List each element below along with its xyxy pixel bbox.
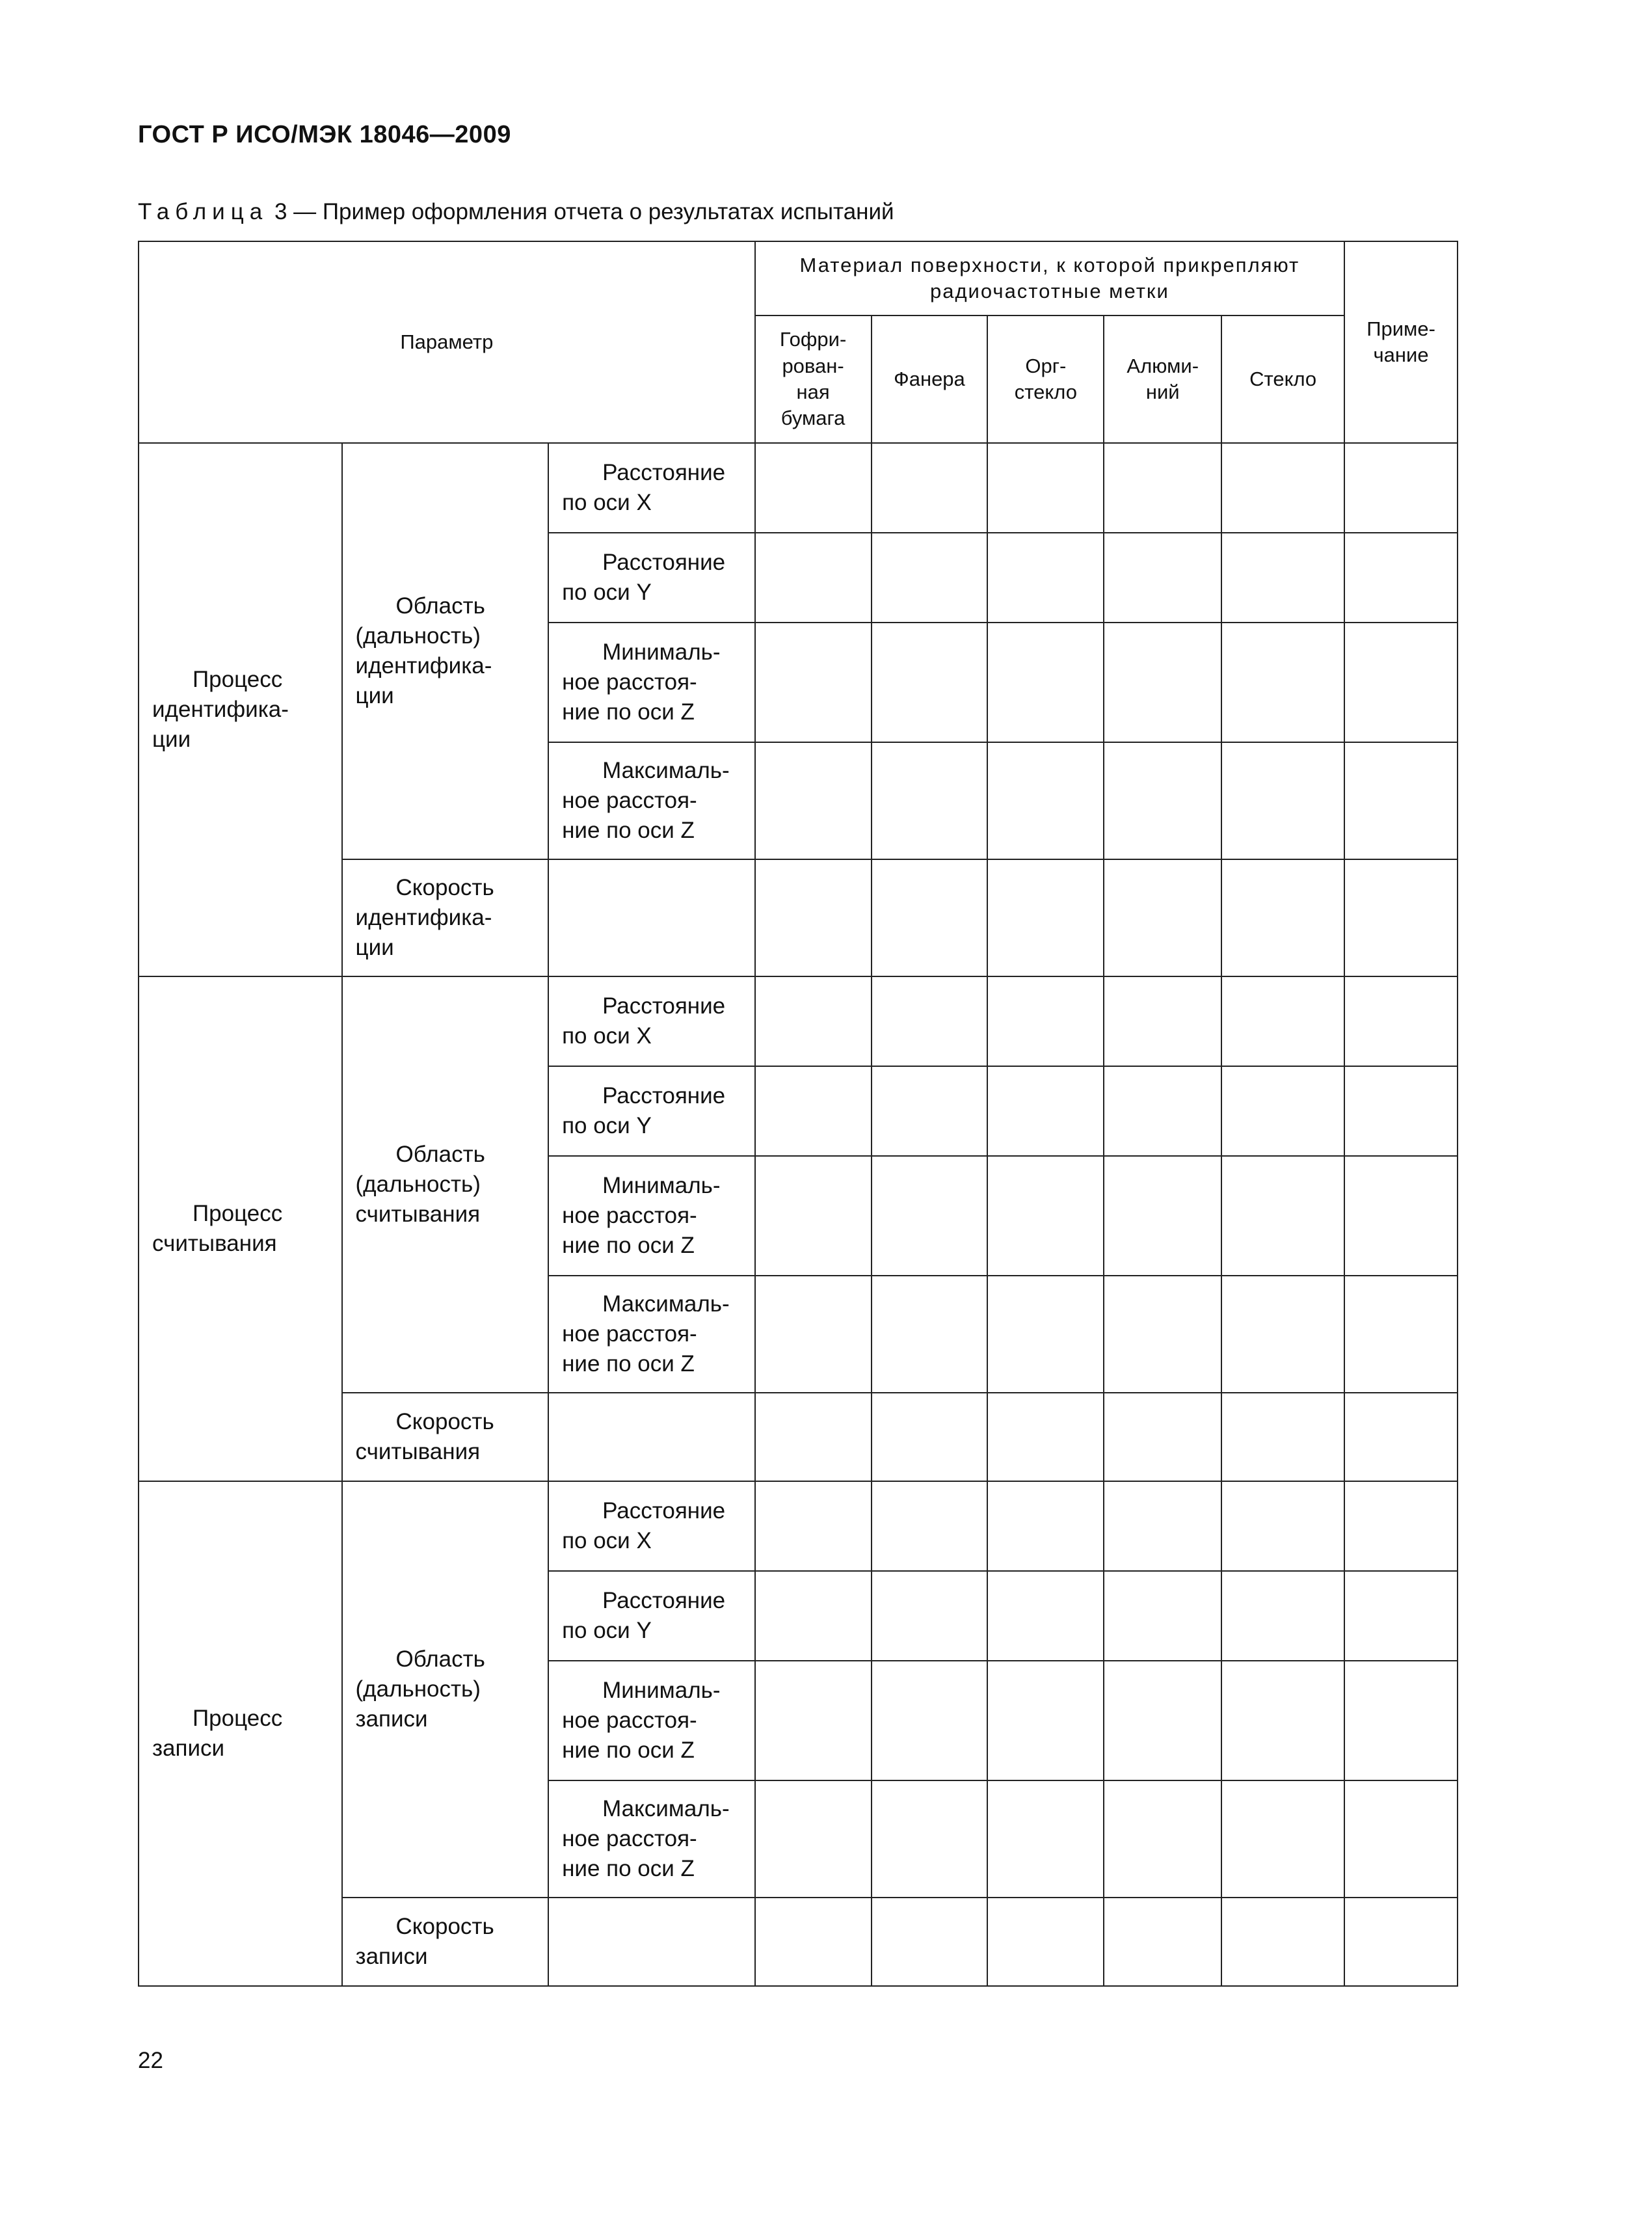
value-cell[interactable] [1104,1481,1221,1571]
value-cell[interactable] [1221,443,1344,533]
value-cell[interactable] [1344,1481,1458,1571]
value-cell[interactable] [1221,1661,1344,1780]
value-cell[interactable] [1221,1276,1344,1393]
speed-cell: Скорость записи [342,1898,549,1986]
value-cell[interactable] [1221,533,1344,623]
value-cell[interactable] [872,1393,988,1481]
value-cell[interactable] [548,1898,755,1986]
value-cell[interactable] [987,1393,1104,1481]
value-cell[interactable] [872,1276,988,1393]
value-cell[interactable] [872,443,988,533]
table-row [139,443,1458,533]
speed-cell: Скорость считывания [342,1393,549,1481]
value-cell[interactable] [755,1571,872,1661]
value-cell[interactable] [987,976,1104,1066]
distance-cell: Расстояние по оси Y [548,1571,755,1661]
area-cell: Область (дальность) считывания [342,976,549,1393]
value-cell[interactable] [987,1780,1104,1898]
value-cell[interactable] [1104,976,1221,1066]
value-cell[interactable] [987,1276,1104,1393]
value-cell[interactable] [987,1156,1104,1276]
value-cell[interactable] [1344,1066,1458,1156]
value-cell[interactable] [755,1481,872,1571]
area-cell: Область (дальность) записи [342,1481,549,1898]
value-cell[interactable] [1104,1780,1221,1898]
distance-cell: Расстояние по оси X [548,976,755,1066]
process-cell: Процесс идентифика- ции [139,443,342,976]
table-caption [138,199,894,225]
value-cell[interactable] [872,1481,988,1571]
value-cell[interactable] [987,859,1104,976]
area-cell: Область (дальность) идентифика- ции [342,443,549,859]
value-cell[interactable] [755,1898,872,1986]
distance-cell: Расстояние по оси Y [548,1066,755,1156]
value-cell[interactable] [1221,1156,1344,1276]
value-cell[interactable] [755,1276,872,1393]
value-cell[interactable] [987,742,1104,859]
value-cell[interactable] [987,533,1104,623]
value-cell[interactable] [1104,859,1221,976]
value-cell[interactable] [872,859,988,976]
distance-cell: Минималь- ное расстоя- ние по оси Z [548,1156,755,1276]
material-header-4: Стекло [1221,315,1344,443]
value-cell[interactable] [755,1780,872,1898]
value-cell[interactable] [1104,1661,1221,1780]
distance-cell: Расстояние по оси X [548,443,755,533]
material-header-2: Орг- стекло [987,315,1104,443]
value-cell[interactable] [755,859,872,976]
material-header-1: Фанера [872,315,988,443]
value-cell[interactable] [1104,742,1221,859]
material-header-3: Алюми- ний [1104,315,1221,443]
value-cell[interactable] [1221,1066,1344,1156]
value-cell[interactable] [987,1661,1104,1780]
value-cell[interactable] [987,1571,1104,1661]
value-cell[interactable] [872,742,988,859]
value-cell[interactable] [548,1393,755,1481]
value-cell[interactable] [1221,623,1344,742]
value-cell[interactable] [872,1066,988,1156]
distance-cell: Расстояние по оси Y [548,533,755,623]
value-cell[interactable] [872,1780,988,1898]
value-cell[interactable] [1221,1481,1344,1571]
distance-cell: Расстояние по оси X [548,1481,755,1571]
speed-cell: Скорость идентифика- ции [342,859,549,976]
table-row [139,1481,1458,1571]
value-cell[interactable] [755,1066,872,1156]
value-cell[interactable] [1344,859,1458,976]
value-cell[interactable] [987,443,1104,533]
material-header: Материал поверхности, к которой прикрепляют радиочастотные метки [755,241,1344,315]
value-cell[interactable] [1104,1898,1221,1986]
header-row-top [139,241,1458,315]
value-cell[interactable] [548,859,755,976]
value-cell[interactable] [987,623,1104,742]
value-cell[interactable] [1344,1661,1458,1780]
value-cell[interactable] [1344,533,1458,623]
value-cell[interactable] [1221,1393,1344,1481]
table-row [139,976,1458,1066]
value-cell[interactable] [1221,859,1344,976]
distance-cell: Максималь- ное расстоя- ние по оси Z [548,742,755,859]
note-header: Приме- чание [1344,241,1458,443]
value-cell[interactable] [872,1661,988,1780]
value-cell[interactable] [755,533,872,623]
table-caption-label: Таблица [138,199,269,224]
value-cell[interactable] [755,1393,872,1481]
value-cell[interactable] [987,1898,1104,1986]
value-cell[interactable] [755,1661,872,1780]
value-cell[interactable] [1344,443,1458,533]
value-cell[interactable] [872,533,988,623]
value-cell[interactable] [1221,742,1344,859]
value-cell[interactable] [1344,976,1458,1066]
material-header-0: Гофри- рован- ная бумага [755,315,872,443]
value-cell[interactable] [1104,1066,1221,1156]
process-cell: Процесс считывания [139,976,342,1481]
param-header: Параметр [139,241,755,443]
value-cell[interactable] [1104,443,1221,533]
value-cell[interactable] [872,1571,988,1661]
value-cell[interactable] [1344,1898,1458,1986]
value-cell[interactable] [1344,742,1458,859]
value-cell[interactable] [755,742,872,859]
value-cell[interactable] [1104,1156,1221,1276]
value-cell[interactable] [1344,1156,1458,1276]
value-cell[interactable] [987,1481,1104,1571]
value-cell[interactable] [1344,623,1458,742]
value-cell[interactable] [755,976,872,1066]
value-cell[interactable] [1104,623,1221,742]
table-caption-text: — Пример оформления отчета о результатах испытаний [293,199,894,224]
value-cell[interactable] [872,976,988,1066]
value-cell[interactable] [987,1066,1104,1156]
value-cell[interactable] [1221,976,1344,1066]
distance-cell: Минималь- ное расстоя- ние по оси Z [548,623,755,742]
document-header: ГОСТ Р ИСО/МЭК 18046—2009 [138,121,511,148]
distance-cell: Максималь- ное расстоя- ние по оси Z [548,1780,755,1898]
value-cell[interactable] [1221,1571,1344,1661]
test-report-table [138,241,1458,1987]
value-cell[interactable] [1344,1276,1458,1393]
page-number: 22 [138,2048,163,2073]
distance-cell: Максималь- ное расстоя- ние по оси Z [548,1276,755,1393]
distance-cell: Минималь- ное расстоя- ние по оси Z [548,1661,755,1780]
value-cell[interactable] [1344,1571,1458,1661]
value-cell[interactable] [1104,1393,1221,1481]
value-cell[interactable] [872,1898,988,1986]
value-cell[interactable] [1221,1898,1344,1986]
value-cell[interactable] [1104,1276,1221,1393]
value-cell[interactable] [755,623,872,742]
value-cell[interactable] [755,1156,872,1276]
process-cell: Процесс записи [139,1481,342,1986]
value-cell[interactable] [1104,1571,1221,1661]
value-cell[interactable] [1344,1393,1458,1481]
value-cell[interactable] [872,1156,988,1276]
value-cell[interactable] [872,623,988,742]
value-cell[interactable] [755,443,872,533]
value-cell[interactable] [1344,1780,1458,1898]
value-cell[interactable] [1104,533,1221,623]
value-cell[interactable] [1221,1780,1344,1898]
table-caption-number: 3 [274,199,287,224]
